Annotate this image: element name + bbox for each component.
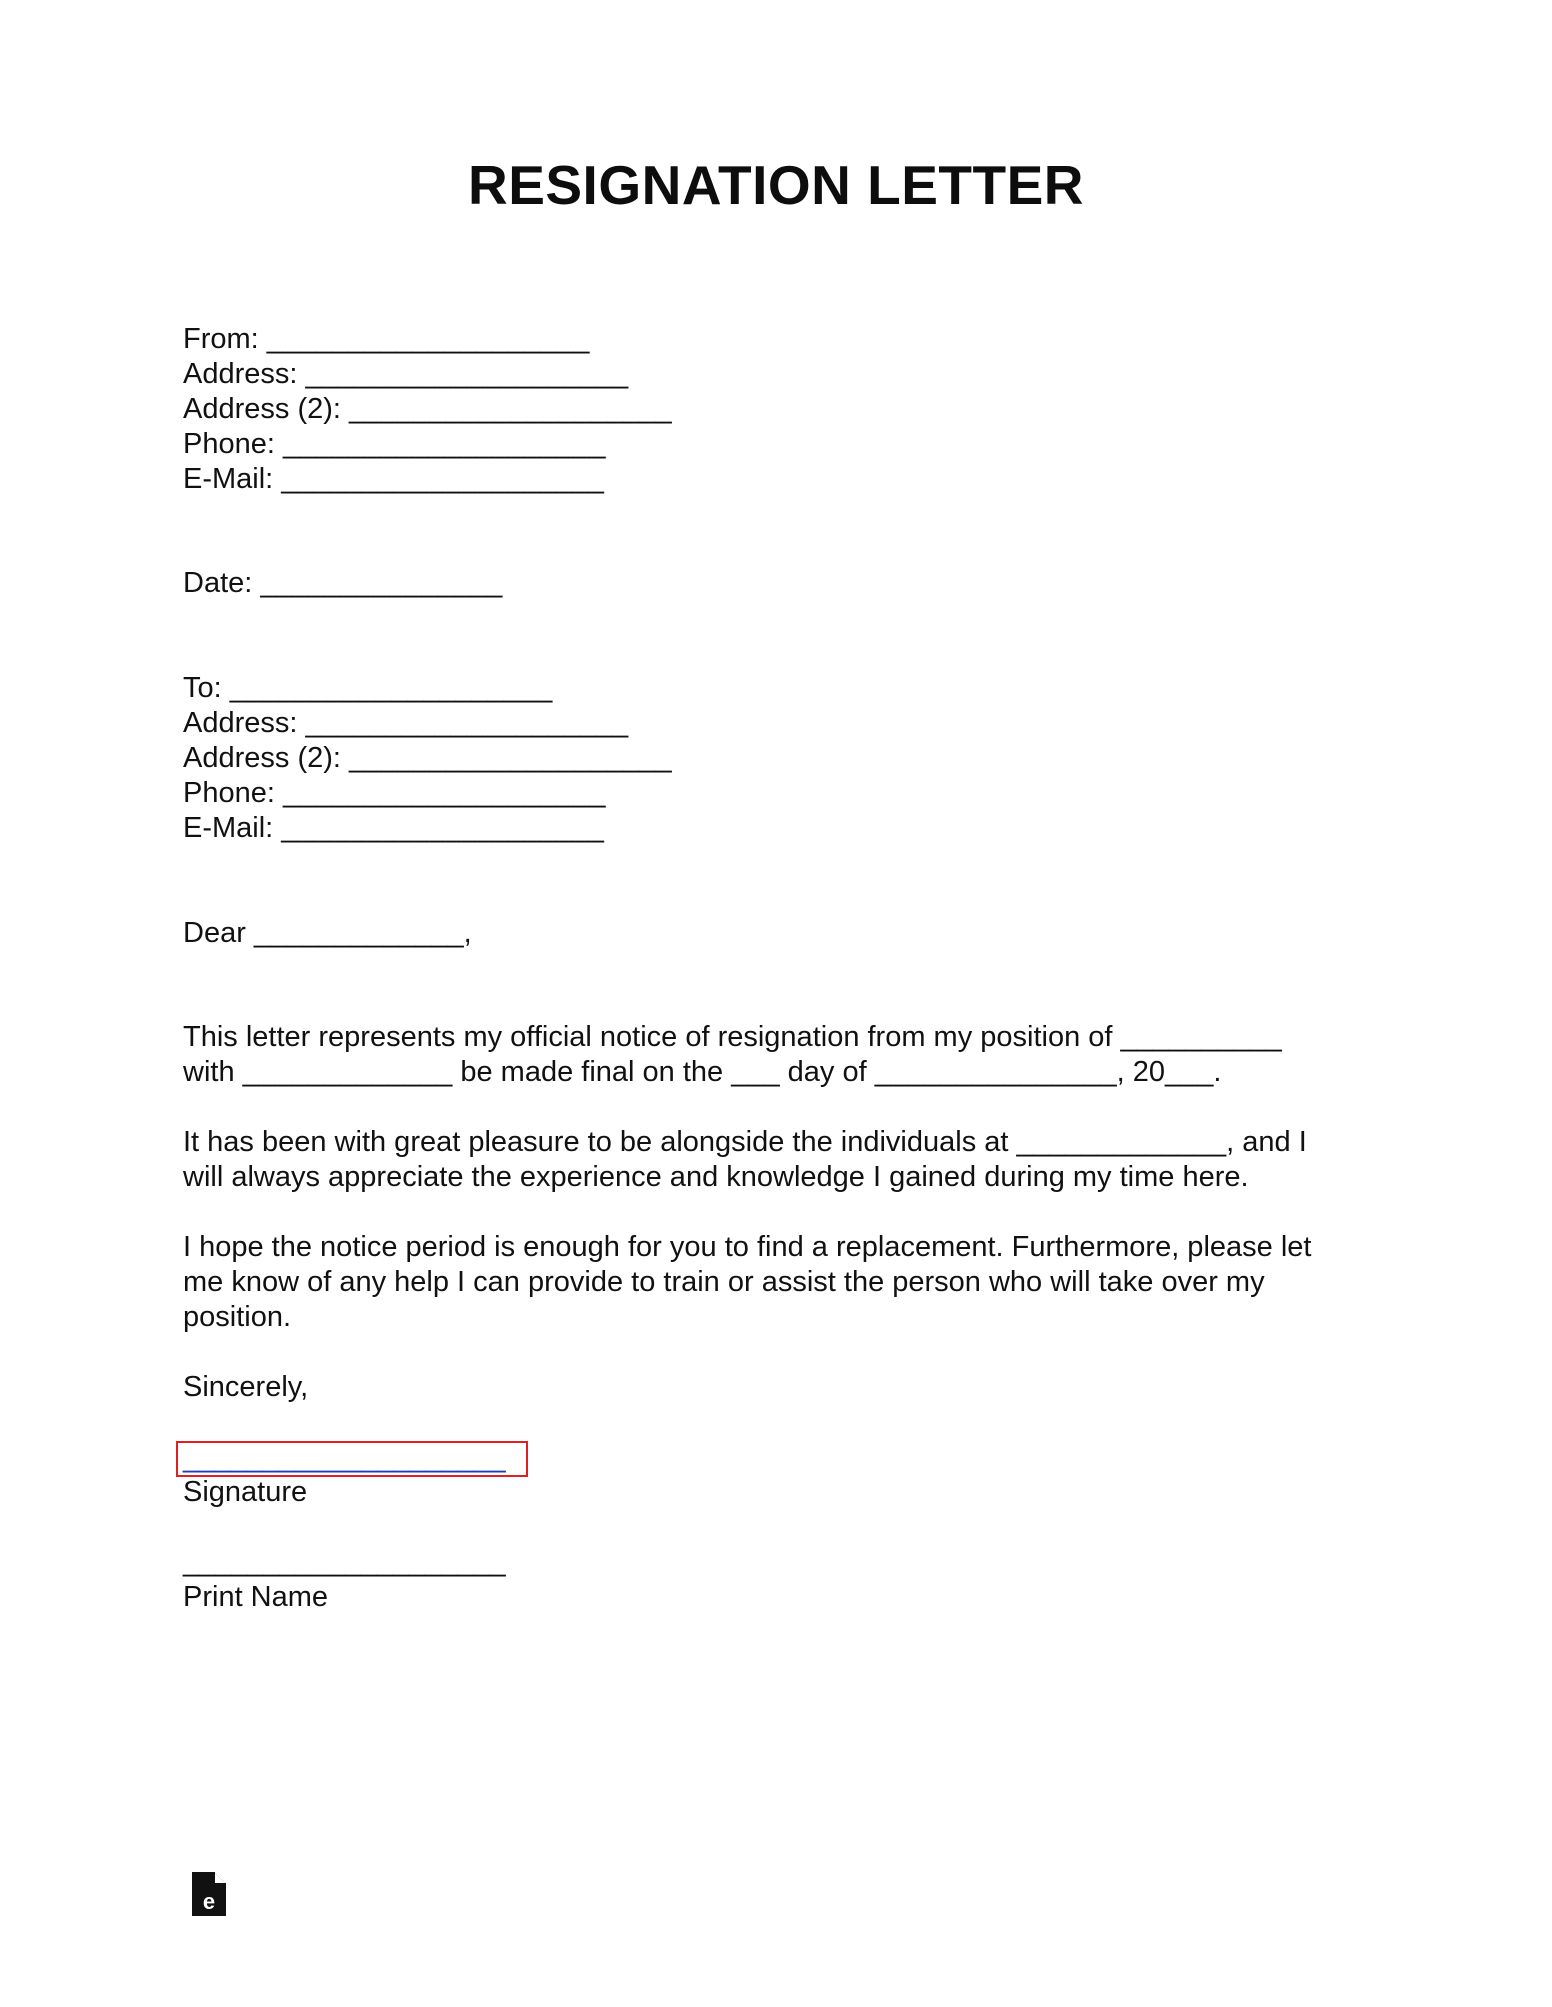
sender-phone-line: Phone: ____________________ bbox=[183, 428, 606, 460]
sender-from-line: From: ____________________ bbox=[183, 323, 590, 355]
date-line: Date: _______________ bbox=[183, 567, 503, 599]
paragraph-1-line-2: with _____________ be made final on the ___ day of _______________, 20___. bbox=[183, 1056, 1222, 1088]
closing-line: Sincerely, bbox=[183, 1371, 309, 1403]
paragraph-3-line-2: me know of any help I can provide to train or assist the person who will take over my bbox=[183, 1266, 1265, 1298]
recipient-address-line: Address: ____________________ bbox=[183, 707, 629, 739]
paragraph-2-line-1: It has been with great pleasure to be alongside the individuals at _____________, and I bbox=[183, 1126, 1307, 1158]
recipient-address2-line: Address (2): ____________________ bbox=[183, 742, 672, 774]
recipient-email-line: E-Mail: ____________________ bbox=[183, 812, 604, 844]
paragraph-2-line-2: will always appreciate the experience and knowledge I gained during my time here. bbox=[183, 1161, 1249, 1193]
svg-text:e: e bbox=[202, 1889, 216, 1914]
eforms-logo-icon bbox=[190, 1870, 228, 1918]
signature-field[interactable]: ____________________ bbox=[183, 1442, 506, 1474]
paragraph-3-line-1: I hope the notice period is enough for you to find a replacement. Furthermore, please let bbox=[183, 1231, 1312, 1263]
signature-highlight-box[interactable] bbox=[176, 1441, 528, 1477]
paragraph-1-line-1: This letter represents my official notice of resignation from my position of __________ bbox=[183, 1021, 1282, 1053]
print-name-field[interactable]: ____________________ bbox=[183, 1546, 506, 1578]
paragraph-3-line-3: position. bbox=[183, 1301, 292, 1333]
recipient-phone-line: Phone: ____________________ bbox=[183, 777, 606, 809]
recipient-to-line: To: ____________________ bbox=[183, 672, 553, 704]
print-name-label: Print Name bbox=[183, 1581, 329, 1613]
document-title: RESIGNATION LETTER bbox=[467, 154, 1085, 216]
sender-address-line: Address: ____________________ bbox=[183, 358, 629, 390]
sender-email-line: E-Mail: ____________________ bbox=[183, 463, 604, 495]
signature-label: Signature bbox=[183, 1476, 308, 1508]
salutation-line: Dear _____________, bbox=[183, 917, 472, 949]
sender-address2-line: Address (2): ____________________ bbox=[183, 393, 672, 425]
